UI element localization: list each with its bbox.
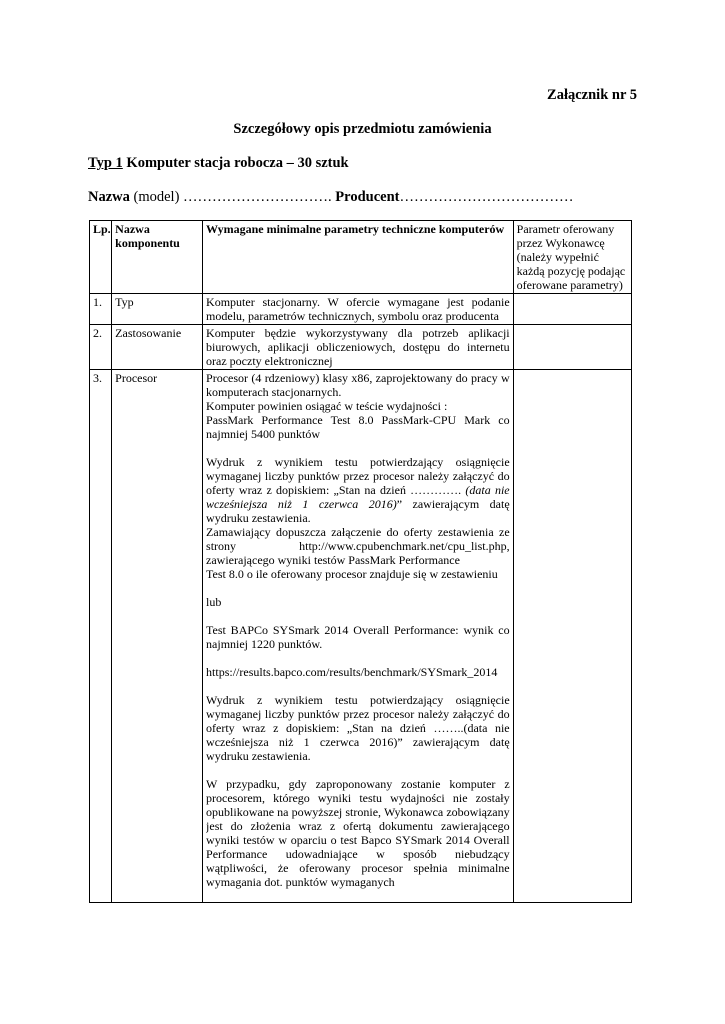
producer-label: Producent — [335, 189, 400, 205]
row-lp: 2. — [90, 325, 112, 370]
row-lp: 1. — [90, 294, 112, 325]
row-offered-cell[interactable] — [513, 294, 631, 325]
processor-para-4 — [206, 455, 510, 525]
header-component: Nazwa komponentu — [112, 221, 203, 294]
processor-para-9: https://results.bapco.com/results/benchmark/SYSmark_2014 — [206, 665, 498, 679]
row-component: Typ — [112, 294, 203, 325]
table-header-row — [90, 221, 632, 294]
header-requirements: Wymagane minimalne parametry techniczne komputerów — [203, 221, 514, 294]
processor-para-11: W przypadku, gdy zaproponowany zostanie komputer z procesorem, którego wyniki testu wydajności nie zostały opublikowane na powyższej stronie, Wykonawca zobowiązany jest do złożenia wraz z ofertą dokumentu zawierającego wyniki testów w oparciu o test Bapco SYSmark 2014 Overall Performance udowadniające w sposób niebudzący wątpliwości, że oferowany procesor spełnia minimalne wymagania dot. punktów wymaganych — [206, 777, 510, 889]
producer-dots: ……………………………… — [399, 189, 574, 205]
processor-para-1: Procesor (4 rdzeniowy) klasy x86, zaprojektowany do pracy w komputerach stacjonarnych. — [206, 371, 510, 399]
processor-para-5: Zamawiający dopuszcza załączenie do oferty zestawienia ze strony http://www.cpubenchmark.net/cpu_list.php, zawierającego wyniki testów PassMark Performance — [206, 525, 510, 567]
row-requirements: Komputer stacjonarny. W ofercie wymagane jest podanie modelu, parametrów technicznych, symbolu oraz producenta — [203, 294, 514, 325]
processor-para-4a: Wydruk z wynikiem testu potwierdzający osiągnięcie wymaganej liczby punktów przez procesor należy załączyć do oferty wraz z dopiskiem: „Stan na dzień …………. — [206, 455, 510, 497]
processor-para-7: lub — [206, 595, 222, 609]
row-component: Procesor — [112, 370, 203, 903]
row-requirements-processor — [203, 370, 514, 903]
row-offered-cell[interactable] — [513, 325, 631, 370]
processor-para-4c: ” zawierającym datę wydruku zestawienia. — [206, 497, 510, 525]
table-row — [90, 325, 632, 370]
row-offered-cell[interactable] — [513, 370, 631, 903]
type-label: Typ 1 — [88, 155, 123, 171]
table-row — [90, 370, 632, 903]
attachment-number: Załącznik nr 5 — [547, 87, 637, 103]
specification-table — [89, 220, 632, 903]
header-lp: Lp. — [90, 221, 112, 294]
model-producer-line — [88, 189, 573, 206]
document-title: Szczegółowy opis przedmiotu zamówienia — [233, 121, 492, 137]
processor-para-6: Test 8.0 o ile oferowany procesor znajduje się w zestawieniu — [206, 567, 498, 581]
processor-para-8: Test BAPCo SYSmark 2014 Overall Performance: wynik co najmniej 1220 punktów. — [206, 623, 510, 651]
row-component: Zastosowanie — [112, 325, 203, 370]
processor-para-3: PassMark Performance Test 8.0 PassMark-CPU Mark co najmniej 5400 punktów — [206, 413, 510, 441]
processor-para-10: Wydruk z wynikiem testu potwierdzający osiągnięcie wymaganej liczby punktów przez procesor należy załączyć do oferty wraz z dopiskiem: „Stan na dzień ……..(data nie wcześniejsza niż 1 czerwca 2016)” zawierającym datę wydruku zestawienia. — [206, 693, 510, 763]
type-heading — [88, 155, 349, 172]
name-model: (model) …………………………. — [129, 189, 336, 205]
name-label: Nazwa — [88, 189, 130, 205]
row-lp: 3. — [90, 370, 112, 903]
row-requirements: Komputer będzie wykorzystywany dla potrzeb aplikacji biurowych, aplikacji obliczeniowych, dostępu do internetu oraz poczty elektronicznej — [203, 325, 514, 370]
table-row — [90, 294, 632, 325]
processor-para-4b: (data nie wcześniejsza niż 1 czerwca 2016) — [206, 483, 510, 511]
processor-para-2: Komputer powinien osiągać w teście wydajności : — [206, 399, 448, 413]
type-text: Komputer stacja robocza – 30 sztuk — [122, 155, 349, 171]
header-offered: Parametr oferowany przez Wykonawcę (należy wypełnić każdą pozycję podając oferowane parametry) — [513, 221, 631, 294]
